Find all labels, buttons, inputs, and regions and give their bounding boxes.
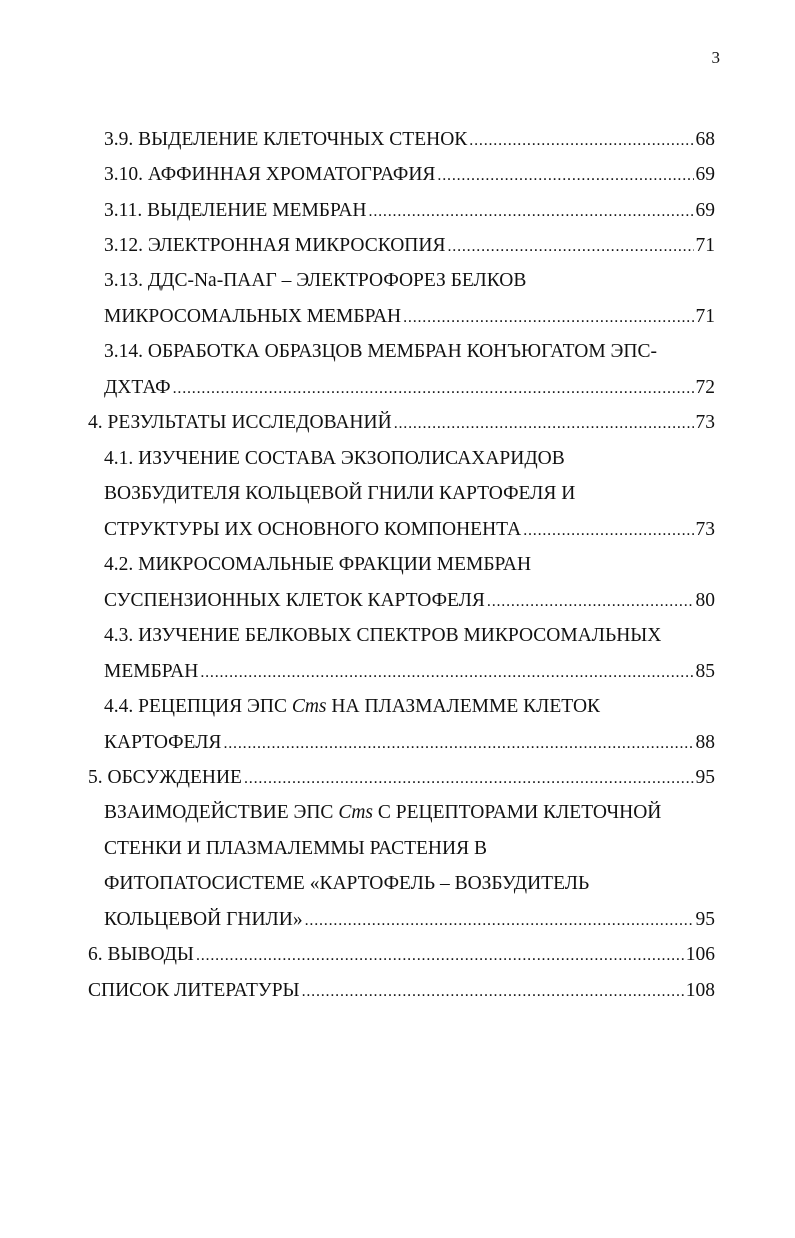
toc-entry-title: КОЛЬЦЕВОЙ ГНИЛИ» xyxy=(104,909,303,930)
toc-leader-dots xyxy=(305,908,694,934)
toc-entry-title-line: СТЕНКИ И ПЛАЗМАЛЕММЫ РАСТЕНИЯ В xyxy=(104,838,487,859)
toc-entry xyxy=(104,517,715,543)
toc-entry-title-line: 4.2. МИКРОСОМАЛЬНЫЕ ФРАКЦИИ МЕМБРАН xyxy=(104,554,532,575)
toc-entry-title-line: 4.3. ИЗУЧЕНИЕ БЕЛКОВЫХ СПЕКТРОВ МИКРОСОМАЛЬНЫХ xyxy=(104,625,662,646)
species-abbrev: Cms xyxy=(338,802,374,823)
toc-entry-page: 69 xyxy=(695,200,715,221)
toc-entry-title: СТРУКТУРЫ ИХ ОСНОВНОГО КОМПОНЕНТА xyxy=(104,519,522,540)
toc-entry-page: 80 xyxy=(695,590,715,611)
title-part: 4.4. РЕЦЕПЦИЯ ЭПС xyxy=(104,696,292,717)
toc-entry-page: 68 xyxy=(695,129,715,150)
toc-entry-title-line: 3.13. ДДС-Na-ПААГ – ЭЛЕКТРОФОРЕЗ БЕЛКОВ xyxy=(104,270,527,291)
toc-entry-title: МИКРОСОМАЛЬНЫХ МЕМБРАН xyxy=(104,306,402,327)
species-abbrev: Cms xyxy=(291,696,327,717)
toc-entry-title: СПИСОК ЛИТЕРАТУРЫ xyxy=(88,980,300,1001)
toc-entry-page: 95 xyxy=(695,909,715,930)
toc-entry-title: 3.9. ВЫДЕЛЕНИЕ КЛЕТОЧНЫХ СТЕНОК xyxy=(104,129,468,150)
toc-entry xyxy=(104,659,715,685)
toc-entry-title: ДХТАФ xyxy=(104,377,171,398)
toc-entry-page: 95 xyxy=(695,767,715,788)
toc-entry-page: 106 xyxy=(685,944,715,965)
toc-leader-dots xyxy=(200,660,693,686)
title-part: ВЗАИМОДЕЙСТВИЕ ЭПС xyxy=(104,802,339,823)
toc-entry-title-line xyxy=(104,694,600,720)
toc-entry xyxy=(104,127,715,153)
toc-leader-dots xyxy=(447,234,693,260)
toc-leader-dots xyxy=(487,589,694,615)
toc-entry-title-line xyxy=(104,800,661,826)
page-number: 3 xyxy=(711,48,720,67)
toc-leader-dots xyxy=(403,305,693,331)
toc-leader-dots xyxy=(469,128,693,154)
toc-leader-dots xyxy=(173,376,694,402)
toc-entry-page: 71 xyxy=(695,235,715,256)
toc-entry xyxy=(104,730,715,756)
toc-leader-dots xyxy=(369,199,694,225)
toc-entry-title-line: ФИТОПАТОСИСТЕМЕ «КАРТОФЕЛЬ – ВОЗБУДИТЕЛЬ xyxy=(104,873,590,894)
toc-entry-title: 3.11. ВЫДЕЛЕНИЕ МЕМБРАН xyxy=(104,200,367,221)
toc-leader-dots xyxy=(394,411,694,437)
toc-entry-page: 71 xyxy=(695,306,715,327)
toc-entry xyxy=(104,375,715,401)
toc-entry-page: 88 xyxy=(695,732,715,753)
toc-entry xyxy=(104,162,715,188)
toc-entry-title: СУСПЕНЗИОННЫХ КЛЕТОК КАРТОФЕЛЯ xyxy=(104,590,485,611)
toc-leader-dots xyxy=(523,518,693,544)
toc-entry-title: 4. РЕЗУЛЬТАТЫ ИССЛЕДОВАНИЙ xyxy=(88,412,392,433)
toc-entry xyxy=(88,765,715,791)
toc-entry-title: 5. ОБСУЖДЕНИЕ xyxy=(88,767,242,788)
toc-leader-dots xyxy=(196,943,684,969)
title-part: НА ПЛАЗМАЛЕММЕ КЛЕТОК xyxy=(326,696,601,717)
toc-leader-dots xyxy=(302,979,684,1005)
toc-entry-title: КАРТОФЕЛЯ xyxy=(104,732,222,753)
toc-entry-title-line: 3.14. ОБРАБОТКА ОБРАЗЦОВ МЕМБРАН КОНЪЮГАТОМ ЭПС- xyxy=(104,341,657,362)
toc-entry xyxy=(104,198,715,224)
toc-entry-title: 3.10. АФФИННАЯ ХРОМАТОГРАФИЯ xyxy=(104,164,436,185)
toc-entry-title: 3.12. ЭЛЕКТРОННАЯ МИКРОСКОПИЯ xyxy=(104,235,446,256)
toc-entry xyxy=(104,304,715,330)
toc-entry-page: 73 xyxy=(695,519,715,540)
toc-leader-dots xyxy=(223,731,693,757)
title-part: С РЕЦЕПТОРАМИ КЛЕТОЧНОЙ xyxy=(373,802,662,823)
toc-entry xyxy=(88,978,715,1004)
toc-entry-page: 72 xyxy=(695,377,715,398)
toc-entry-page: 85 xyxy=(695,661,715,682)
toc-entry xyxy=(104,233,715,259)
toc-entry-title-line: ВОЗБУДИТЕЛЯ КОЛЬЦЕВОЙ ГНИЛИ КАРТОФЕЛЯ И xyxy=(104,483,576,504)
toc-entry-title-line: 4.1. ИЗУЧЕНИЕ СОСТАВА ЭКЗОПОЛИСАХАРИДОВ xyxy=(104,448,565,469)
toc-entry xyxy=(104,588,715,614)
toc-leader-dots xyxy=(437,163,693,189)
toc-leader-dots xyxy=(244,766,694,792)
toc-entry-title: МЕМБРАН xyxy=(104,661,199,682)
toc-entry-page: 108 xyxy=(685,980,715,1001)
toc-entry-page: 69 xyxy=(695,164,715,185)
toc-entry-page: 73 xyxy=(695,412,715,433)
toc-entry xyxy=(88,410,715,436)
toc-entry xyxy=(104,907,715,933)
toc-entry-title: 6. ВЫВОДЫ xyxy=(88,944,194,965)
toc-entry xyxy=(88,942,715,968)
